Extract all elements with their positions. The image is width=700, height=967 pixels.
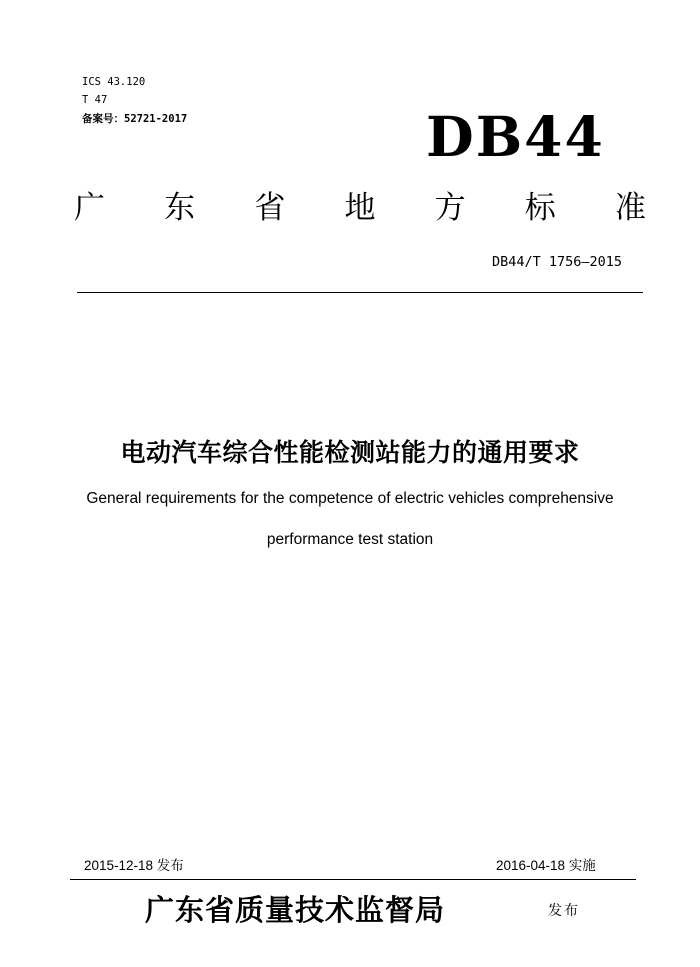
- issuing-authority: 广东省质量技术监督局: [145, 893, 446, 927]
- implement-date: 2016-04-18 实施: [496, 858, 596, 873]
- footer-divider: [70, 879, 636, 880]
- db44-logo: DB44: [426, 104, 605, 169]
- record-number: 备案号：52721-2017: [82, 113, 188, 125]
- document-title-cn: 电动汽车综合性能检测站能力的通用要求: [120, 439, 580, 467]
- ics-code: ICS 43.120: [82, 76, 146, 88]
- standard-number: DB44/T 1756—2015: [492, 254, 623, 270]
- standard-type-char: 东: [164, 190, 196, 225]
- standard-type-char: 地: [344, 190, 376, 225]
- standard-type-char: 省: [254, 190, 286, 225]
- document-title-en-line1: General requirements for the competence of electric vehicles comprehensive: [86, 490, 614, 507]
- issue-label: 发布: [548, 902, 580, 918]
- standard-type-char: 准: [614, 190, 646, 225]
- standard-type-char: 广: [74, 190, 105, 225]
- standard-type-char: 方: [434, 190, 466, 225]
- standard-type-title: [74, 182, 646, 227]
- classification-code: T 47: [82, 94, 108, 106]
- publish-date: 2015-12-18 发布: [84, 858, 184, 873]
- document-title-en-line2: performance test station: [266, 531, 434, 548]
- standard-type-char: 标: [524, 190, 556, 225]
- header-divider: [77, 292, 643, 293]
